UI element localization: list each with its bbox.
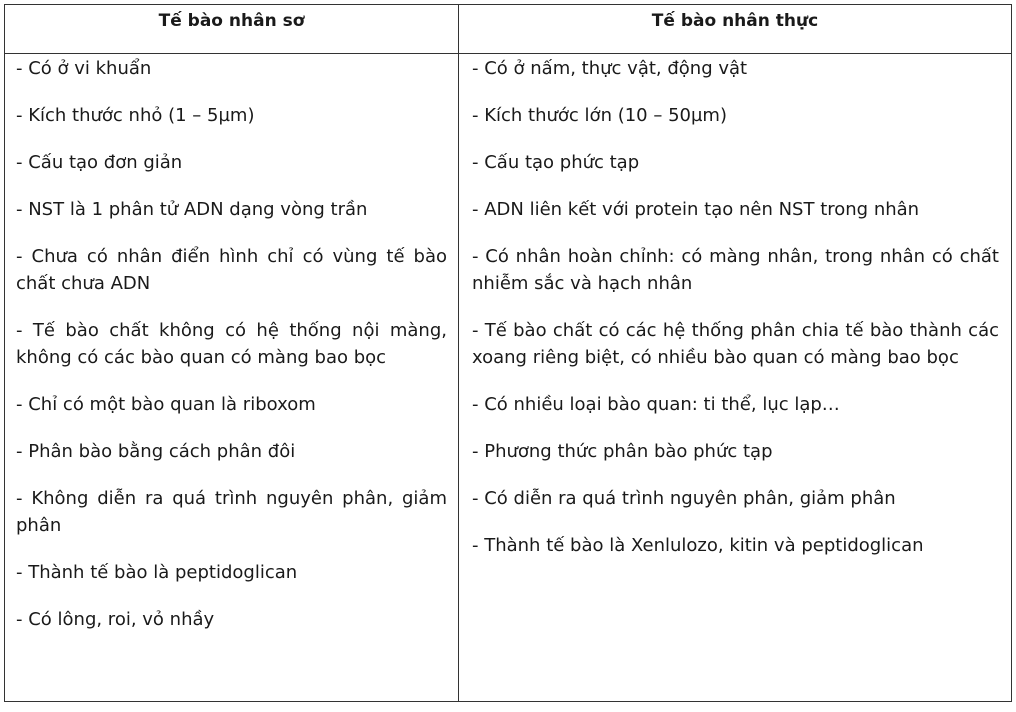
prokaryote-item: - Không diễn ra quá trình nguyên phân, giảm phân <box>16 488 447 536</box>
prokaryote-item: - Cấu tạo đơn giản <box>16 152 183 173</box>
eukaryote-item: - Có diễn ra quá trình nguyên phân, giảm phân <box>472 488 896 509</box>
prokaryote-item: - NST là 1 phân tử ADN dạng vòng trần <box>16 199 368 220</box>
prokaryote-item: - Có lông, roi, vỏ nhầy <box>16 609 215 630</box>
eukaryote-item: - ADN liên kết với protein tạo nên NST trong nhân <box>472 199 920 220</box>
eukaryote-cell <box>459 54 1011 702</box>
header-eukaryote: Tế bào nhân thực <box>651 11 819 31</box>
prokaryote-cell <box>5 54 459 702</box>
prokaryote-list <box>16 54 447 633</box>
prokaryote-item: - Có ở vi khuẩn <box>16 58 152 79</box>
eukaryote-list <box>472 54 999 559</box>
prokaryote-item: - Thành tế bào là peptidoglican <box>16 562 298 583</box>
prokaryote-item: - Phân bào bằng cách phân đôi <box>16 441 296 462</box>
eukaryote-item: - Thành tế bào là Xenlulozo, kitin và peptidoglican <box>472 535 924 556</box>
prokaryote-item: - Kích thước nhỏ (1 – 5µm) <box>16 105 255 126</box>
comparison-table <box>4 4 1012 702</box>
eukaryote-item: - Có nhiều loại bào quan: ti thể, lục lạp… <box>472 394 840 415</box>
table-body-row <box>5 54 1011 702</box>
header-prokaryote: Tế bào nhân sơ <box>5 5 459 53</box>
eukaryote-item: - Phương thức phân bào phức tạp <box>472 441 773 462</box>
prokaryote-item: - Tế bào chất không có hệ thống nội màng, không có các bào quan có màng bao bọc <box>16 320 447 368</box>
eukaryote-item: - Kích thước lớn (10 – 50µm) <box>472 105 727 126</box>
eukaryote-item: - Cấu tạo phức tạp <box>472 152 640 173</box>
prokaryote-item: - Chỉ có một bào quan là riboxom <box>16 394 316 415</box>
table-header-row <box>5 5 1011 54</box>
eukaryote-item: - Tế bào chất có các hệ thống phân chia tế bào thành các xoang riêng biệt, có nhiều bào quan có màng bao bọc <box>472 320 999 368</box>
eukaryote-item: - Có ở nấm, thực vật, động vật <box>472 58 748 79</box>
prokaryote-item: - Chưa có nhân điển hình chỉ có vùng tế bào chất chưa ADN <box>16 246 447 294</box>
eukaryote-item: - Có nhân hoàn chỉnh: có màng nhân, trong nhân có chất nhiễm sắc và hạch nhân <box>472 246 999 294</box>
